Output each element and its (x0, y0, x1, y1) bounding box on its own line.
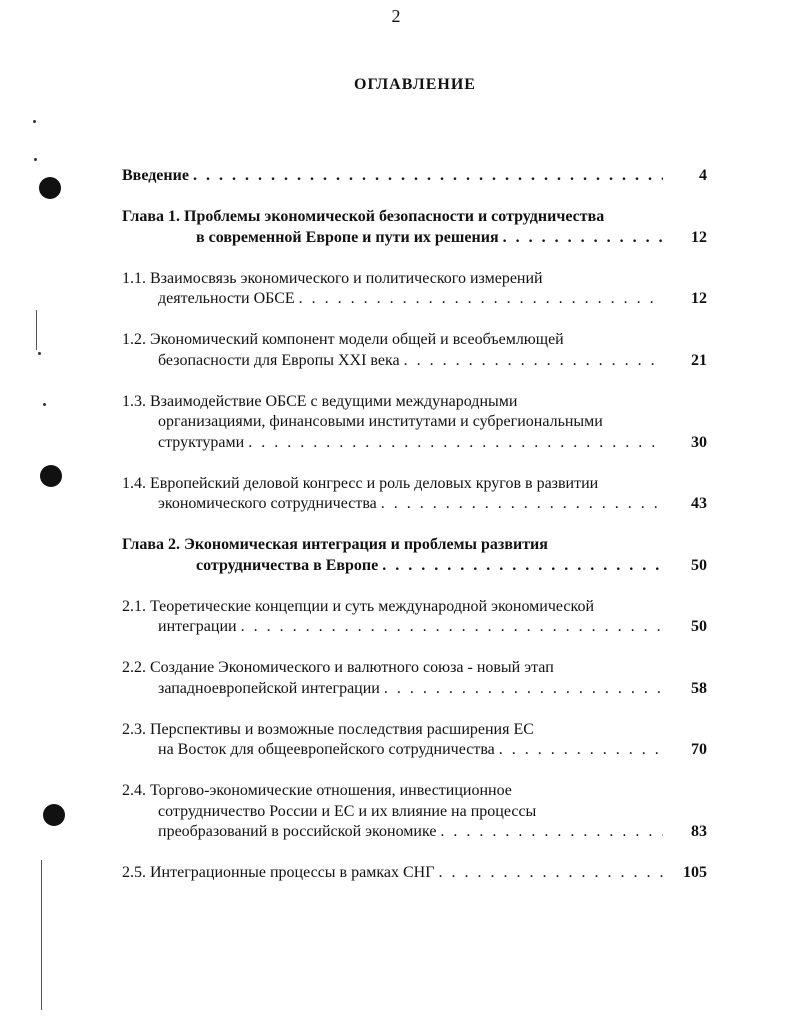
punch-hole-mark (39, 177, 61, 199)
toc-page-number: 50 (691, 618, 707, 635)
toc-entry-text: на Восток для общеевропейского сотрудничества (158, 741, 495, 758)
toc-chapter-entry (122, 207, 707, 248)
toc-chapter-entry (122, 166, 707, 187)
toc-entry (122, 269, 707, 310)
toc-entry-text: экономического сотрудничества (158, 495, 377, 512)
toc-entry-text: 2.3. Перспективы и возможные последствия расширения ЕС (122, 720, 534, 738)
dot-leader (503, 228, 663, 249)
toc-entry (122, 392, 707, 454)
scan-speck (38, 352, 41, 355)
toc-entry-text: западноевропейской интеграции (158, 679, 380, 697)
toc-page-number: 21 (691, 351, 707, 369)
toc-page-number: 83 (691, 823, 707, 840)
dot-leader (381, 494, 663, 515)
dot-leader (404, 351, 663, 372)
toc-entry-text: сотрудничество России и ЕС и их влияние на процессы (158, 802, 537, 820)
dot-leader (438, 863, 663, 884)
toc-page-number: 12 (691, 290, 707, 307)
toc-entry-text: сотрудничества в Европе (196, 556, 379, 574)
toc-entry-text: в современной Европе и пути их решения (196, 228, 499, 246)
toc-entry-text: деятельности ОБСЕ (158, 290, 295, 307)
scan-edge-line (41, 860, 42, 1010)
toc-entry-text: Введение (122, 167, 189, 184)
toc-entry (122, 863, 707, 884)
dot-leader (241, 617, 663, 638)
toc-entry-text: 2.1. Теоретические концепции и суть международной экономической (122, 597, 595, 615)
toc-page-number: 4 (699, 167, 707, 184)
dot-leader (440, 822, 663, 843)
toc-page-number: 50 (691, 556, 707, 574)
scan-speck (43, 403, 46, 406)
toc-entry (122, 330, 707, 371)
toc-page-number: 105 (683, 864, 707, 881)
dot-leader (384, 679, 663, 700)
toc-entry-text: структурами (158, 433, 245, 451)
toc-entry-text: 2.2. Создание Экономического и валютного союза - новый этап (122, 659, 554, 676)
scan-edge-line (36, 310, 37, 350)
page-number: 2 (391, 6, 401, 26)
dot-leader (193, 166, 663, 187)
toc-entry (122, 597, 707, 638)
table-of-contents (122, 166, 707, 904)
toc-entry (122, 658, 707, 699)
toc-entry-text: 2.5. Интеграционные процессы в рамках СНГ (122, 864, 435, 881)
toc-entry (122, 781, 707, 843)
dot-leader (499, 740, 663, 761)
toc-entry-text: Глава 2. Экономическая интеграция и проблемы развития (122, 536, 548, 553)
toc-entry-text: безопасности для Европы XXI века (158, 351, 400, 369)
page-title: ОГЛАВЛЕНИЕ (354, 76, 476, 93)
toc-entry-text: 1.3. Взаимодействие ОБСЕ с ведущими международными (122, 392, 518, 410)
punch-hole-mark (43, 804, 65, 826)
toc-entry (122, 720, 707, 761)
dot-leader (248, 433, 663, 454)
toc-chapter-entry (122, 535, 707, 576)
toc-entry-text: 1.1. Взаимосвязь экономического и политического измерений (122, 269, 543, 287)
toc-entry-text: 2.4. Торгово-экономические отношения, инвестиционное (122, 782, 512, 799)
toc-page-number: 12 (691, 228, 707, 246)
toc-page-number: 58 (691, 679, 707, 697)
toc-entry (122, 474, 707, 515)
toc-entry-text: 1.2. Экономический компонент модели общей и всеобъемлющей (122, 331, 564, 348)
toc-page-number: 30 (691, 433, 707, 451)
dot-leader (382, 556, 663, 577)
punch-hole-mark (40, 465, 62, 487)
toc-entry-text: 1.4. Европейский деловой конгресс и роль деловых кругов в развитии (122, 474, 599, 492)
toc-entry-text: преобразований в российской экономике (158, 823, 437, 840)
dot-leader (299, 289, 663, 310)
toc-entry-text: интеграции (158, 618, 237, 635)
scan-speck (33, 120, 36, 123)
toc-page-number: 43 (691, 495, 707, 512)
toc-entry-text: организациями, финансовыми институтами и субрегиональными (158, 413, 603, 430)
toc-page-number: 70 (691, 741, 707, 758)
toc-entry-text: Глава 1. Проблемы экономической безопасности и сотрудничества (122, 208, 605, 225)
scan-speck (34, 158, 37, 161)
